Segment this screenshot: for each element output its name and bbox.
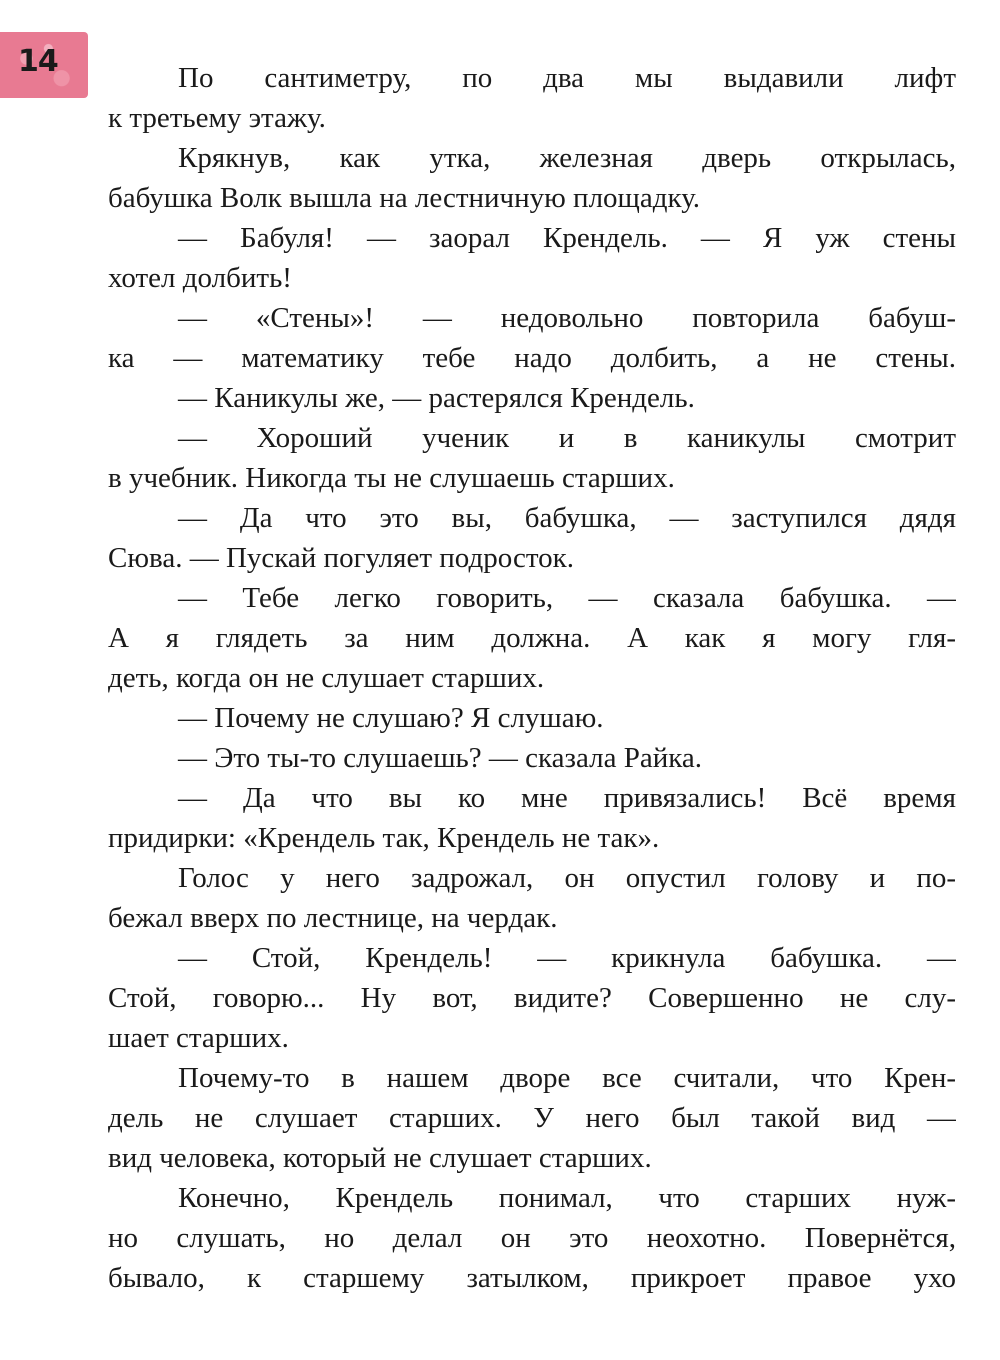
text-line: бежал вверх по лестнице, на чердак.: [108, 902, 558, 934]
text-line: Голос у него задрожал, он опустил голову и по-: [178, 862, 956, 894]
text-line: — Хороший ученик и в каникулы смотрит: [178, 422, 956, 454]
text-line: А я глядеть за ним должна. А как я могу гля-: [108, 622, 956, 654]
text-line: — Да что вы ко мне привязались! Всё время: [178, 782, 956, 814]
text-line: — Каникулы же, — растерялся Крендель.: [178, 382, 695, 414]
text-line: — Тебе легко говорить, — сказала бабушка. —: [178, 582, 956, 614]
text-line: — Да что это вы, бабушка, — заступился дядя: [178, 502, 956, 534]
text-line: деть, когда он не слушает старших.: [108, 662, 545, 694]
text-line: ка — математику тебе надо долбить, а не стены.: [108, 342, 956, 374]
text-line: — Почему не слушаю? Я слушаю.: [178, 702, 604, 734]
text-line: шает старших.: [108, 1022, 289, 1054]
text-line: — «Стены»! — недовольно повторила бабуш-: [178, 302, 956, 334]
text-line: в учебник. Никогда ты не слушаешь старших.: [108, 462, 675, 494]
text-line: бабушка Волк вышла на лестничную площадку.: [108, 182, 701, 214]
page-number: 14: [18, 44, 58, 79]
text-line: вид человека, который не слушает старших.: [108, 1142, 652, 1174]
text-line: дель не слушает старших. У него был такой вид —: [108, 1102, 956, 1134]
text-line: По сантиметру, по два мы выдавили лифт: [178, 62, 956, 94]
text-line: но слушать, но делал он это неохотно. Повернётся,: [108, 1222, 956, 1254]
text-line: Стой, говорю... Ну вот, видите? Совершенно не слу-: [108, 982, 956, 1014]
text-line: Сюва. — Пускай погуляет подросток.: [108, 542, 574, 574]
text-line: — Бабуля! — заорал Крендель. — Я уж стены: [178, 222, 956, 254]
text-line: Почему-то в нашем дворе все считали, что Крен-: [178, 1062, 956, 1094]
text-line: Крякнув, как утка, железная дверь открылась,: [178, 142, 956, 174]
text-line: — Стой, Крендель! — крикнула бабушка. —: [178, 942, 956, 974]
text-body: [108, 58, 956, 1298]
text-line: Конечно, Крендель понимал, что старших нуж-: [178, 1182, 956, 1214]
text-line: к третьему этажу.: [108, 102, 326, 134]
text-line: — Это ты-то слушаешь? — сказала Райка.: [178, 742, 702, 774]
text-line: придирки: «Крендель так, Крендель не так».: [108, 822, 660, 854]
text-line: бывало, к старшему затылком, прикроет правое ухо: [108, 1262, 956, 1294]
page-number-badge: [0, 32, 88, 98]
text-line: хотел долбить!: [108, 262, 292, 294]
